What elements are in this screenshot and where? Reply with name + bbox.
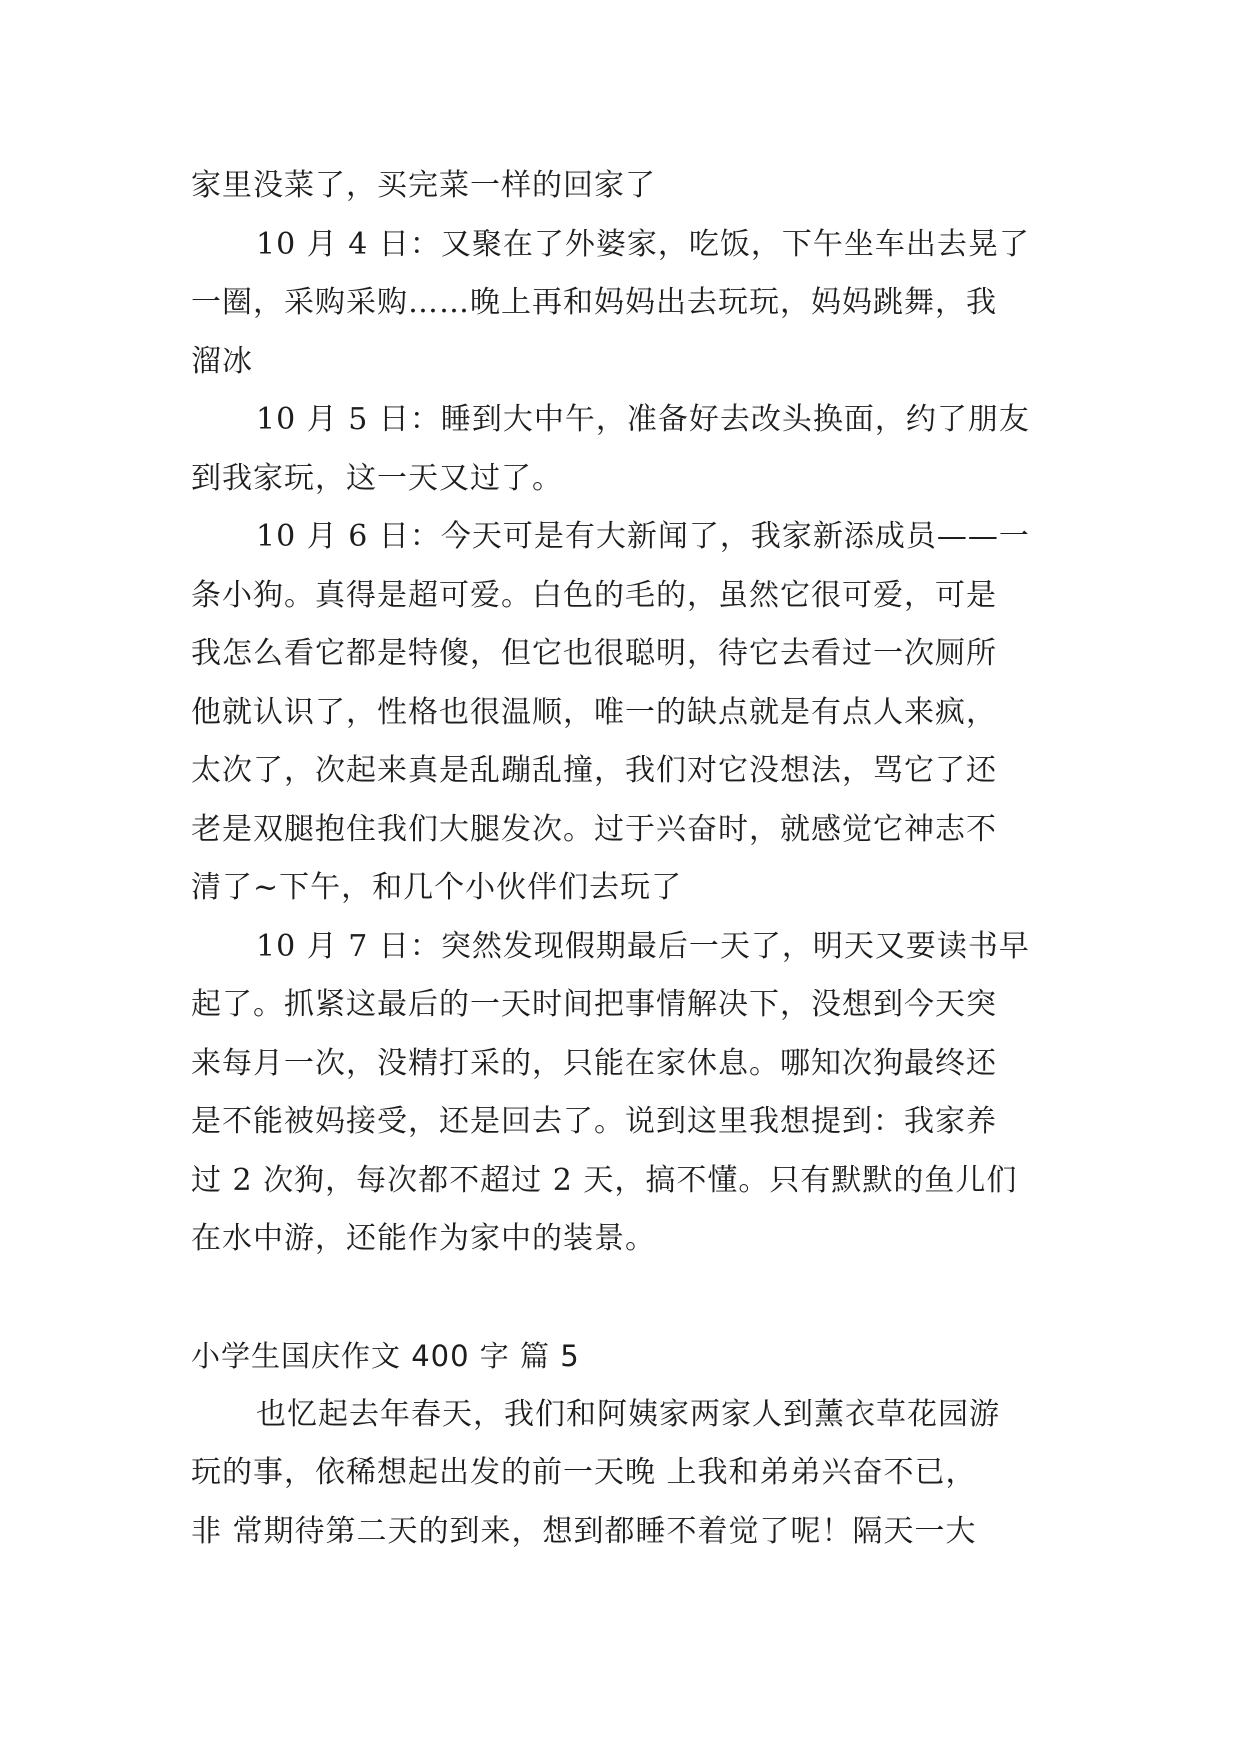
text-line: 一圈，采购采购……晚上再和妈妈出去玩玩，妈妈跳舞，我 — [191, 285, 997, 320]
text-line: 是不能被妈接受，还是回去了。说到这里我想提到：我家养 — [191, 1104, 997, 1139]
section-heading: 小学生国庆作文 400 字 篇 5 — [191, 1339, 580, 1373]
document-body — [191, 157, 1071, 1561]
text-line: 清了~下午，和几个小伙伴们去玩了 — [191, 870, 683, 905]
text-line: 过 2 次狗，每次都不超过 2 天，搞不懂。只有默默的鱼儿们 — [191, 1162, 1018, 1198]
text-line: 我怎么看它都是特傻，但它也很聪明，待它去看过一次厕所 — [191, 636, 997, 671]
paragraph-start-oct-6: 10 月 6 日：今天可是有大新闻了，我家新添成员——一 — [256, 519, 1030, 554]
text-line: 老是双腿抱住我们大腿发次。过于兴奋时，就感觉它神志不 — [191, 811, 997, 847]
text-line: 溜冰 — [191, 343, 253, 379]
text-line: 条小狗。真得是超可爱。白色的毛的，虽然它很可爱，可是 — [191, 577, 997, 613]
text-line: 起了。抓紧这最后的一天时间把事情解决下，没想到今天突 — [191, 987, 997, 1022]
paragraph-start: 也忆起去年春天，我们和阿姨家两家人到薰衣草花园游 — [256, 1396, 1000, 1432]
text-line: 太次了，次起来真是乱蹦乱撞，我们对它没想法，骂它了还 — [191, 753, 997, 788]
text-line: 来每月一次，没精打采的，只能在家休息。哪知次狗最终还 — [191, 1045, 997, 1081]
text-line: 到我家玩，这一天又过了。 — [191, 460, 563, 496]
text-line: 家里没菜了，买完菜一样的回家了 — [191, 168, 656, 203]
text-line: 玩的事，依稀想起出发的前一天晚 上我和弟弟兴奋不已， — [191, 1455, 977, 1490]
text-line: 在水中游，还能作为家中的装景。 — [191, 1221, 656, 1256]
paragraph-start-oct-7: 10 月 7 日：突然发现假期最后一天了，明天又要读书早 — [256, 928, 1030, 964]
paragraph-start-oct-4: 10 月 4 日：又聚在了外婆家，吃饭，下午坐车出去晃了 — [256, 226, 1030, 262]
text-line: 非 常期待第二天的到来，想到都睡不着觉了呢！隔天一大 — [191, 1513, 977, 1549]
text-line: 他就认识了，性格也很温顺，唯一的缺点就是有点人来疯， — [191, 694, 997, 730]
paragraph-start-oct-5: 10 月 5 日：睡到大中午，准备好去改头换面，约了朋友 — [256, 402, 1030, 437]
section-spacer — [191, 1269, 1071, 1328]
